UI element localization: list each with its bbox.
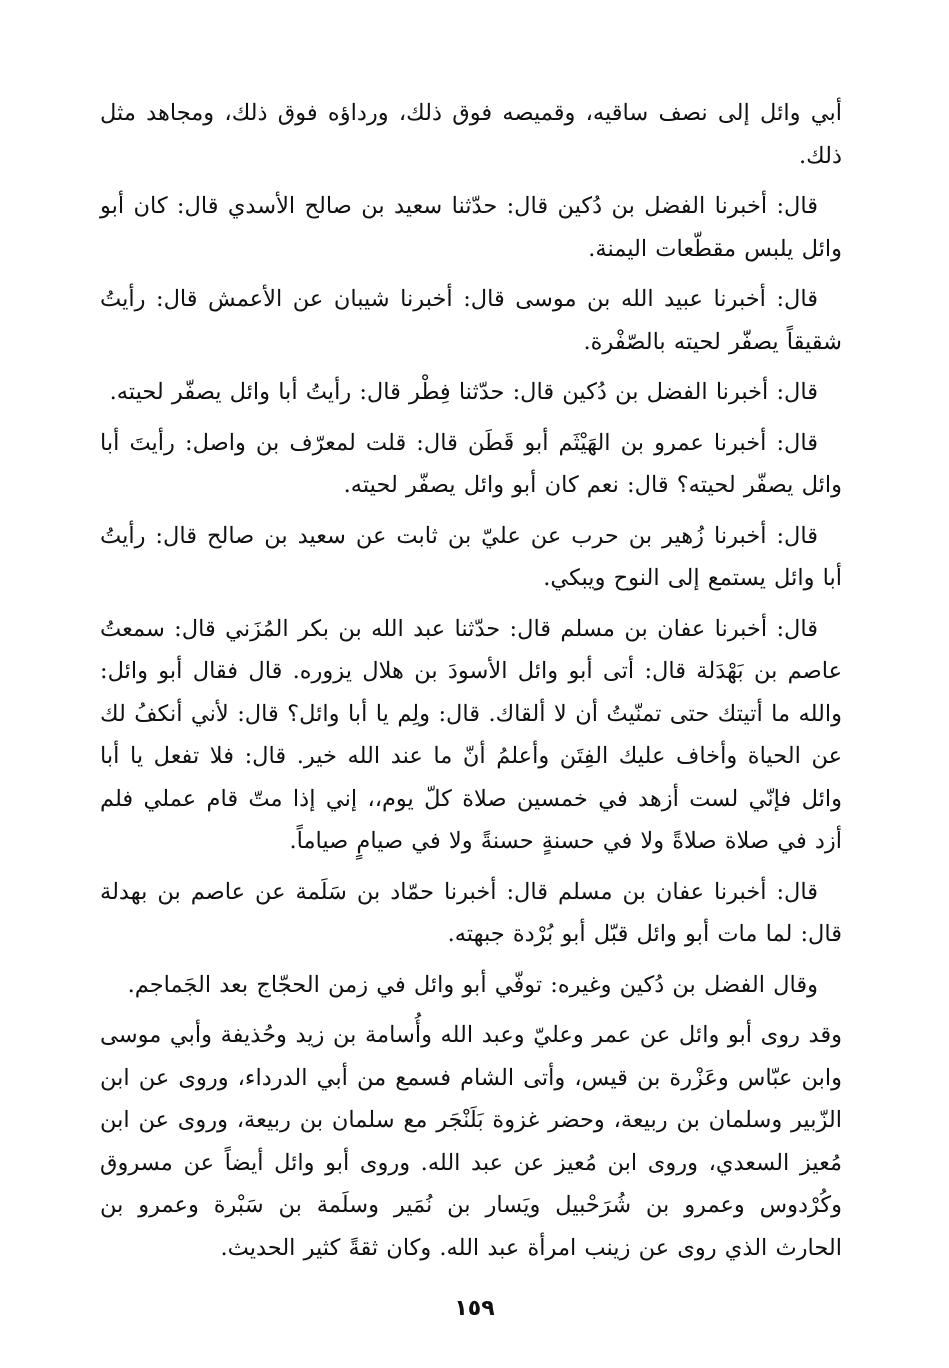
paragraph-8: قال: أخبرنا عفان بن مسلم قال: أخبرنا حمّاد بن سَلَمة عن عاصم بن بهدلة قال: لما مات أبو وائل قبّل أبو بُرْدة جبهته. xyxy=(100,878,842,947)
paragraph-10: وقد روى أبو وائل عن عمر وعليّ وعبد الله وأُسامة بن زيد وحُذيفة وأبي موسى وابن عبّاس وعَزْرة بن قيس، وأتى الشام فسمع من أبي الدرداء، وروى عن ابن الزّبير وسلمان بن ربيعة، وحضر غزوة بَلَنْجَر مع سلمان بن ربيعة، وروى عن ابن مُعيز السعدي، وروى ابن مُعيز عن عبد الله. وروى أبو وائل أيضاً عن مسروق وكُرْدوس وعمرو بن شُرَحْبيل ويَسار بن نُمَير وسلَمة بن سَبْرة وعمرو بن الحارث الذي روى عن زينب امرأة عبد الله. وكان ثقةً كثير الحديث. xyxy=(100,1022,842,1261)
page-body xyxy=(100,92,842,1282)
paragraph-2: قال: أخبرنا الفضل بن دُكين قال: حدّثنا سعيد بن صالح الأسدي قال: كان أبو وائل يلبس مقطّعات اليمنة. xyxy=(100,193,842,262)
paragraph-1: أبي وائل إلى نصف ساقيه، وقميصه فوق ذلك، ورداؤه فوق ذلك، ومجاهد مثل ذلك. xyxy=(100,100,842,169)
paragraph-3: قال: أخبرنا عبيد الله بن موسى قال: أخبرنا شيبان عن الأعمش قال: رأيتُ شقيقاً يصفّر لحيته بالصّفْرة. xyxy=(100,286,842,355)
paragraph-9: وقال الفضل بن دُكين وغيره: توفّي أبو وائل في زمن الحجّاج بعد الجَماجم. xyxy=(127,971,818,998)
page-number: ١٥٩ xyxy=(454,1296,495,1321)
paragraph-6: قال: أخبرنا زُهير بن حرب عن عليّ بن ثابت عن سعيد بن صالح قال: رأيتُ أبا وائل يستمع إلى النوح ويبكي. xyxy=(100,522,842,591)
paragraph-4: قال: أخبرنا الفضل بن دُكين قال: حدّثنا فِطْر قال: رأيتُ أبا وائل يصفّر لحيته. xyxy=(109,379,818,405)
paragraph-5: قال: أخبرنا عمرو بن الهَيْثَم أبو قَطَن قال: قلت لمعرّف بن واصل: رأيتَ أبا وائل يصفّر لحيته؟ قال: نعم كان أبو وائل يصفّر لحيته. xyxy=(100,429,842,498)
paragraph-7: قال: أخبرنا عفان بن مسلم قال: حدّثنا عبد الله بن بكر المُزَني قال: سمعتُ عاصم بن بَهْدَلة قال: أتى أبو وائل الأسودَ بن هلال يزوره. قال فقال أبو وائل: والله ما أتيتك حتى تمنّيتُ أن لا ألقاك. قال: ولِم يا أبا وائل؟ قال: لأني أنكفُ لك عن الحياة وأخاف عليك الفِتَن وأعلمُ أنّ ما عند الله خير. قال: فلا تفعل يا أبا وائل فإنّي لست أزهد في خمسين صلاة كلّ يوم،، إني إذا متّ قام عملي فلم أزد في صلاة صلاةً ولا في حسنةٍ حسنةً ولا في صيامٍ صياماً. xyxy=(100,615,842,854)
